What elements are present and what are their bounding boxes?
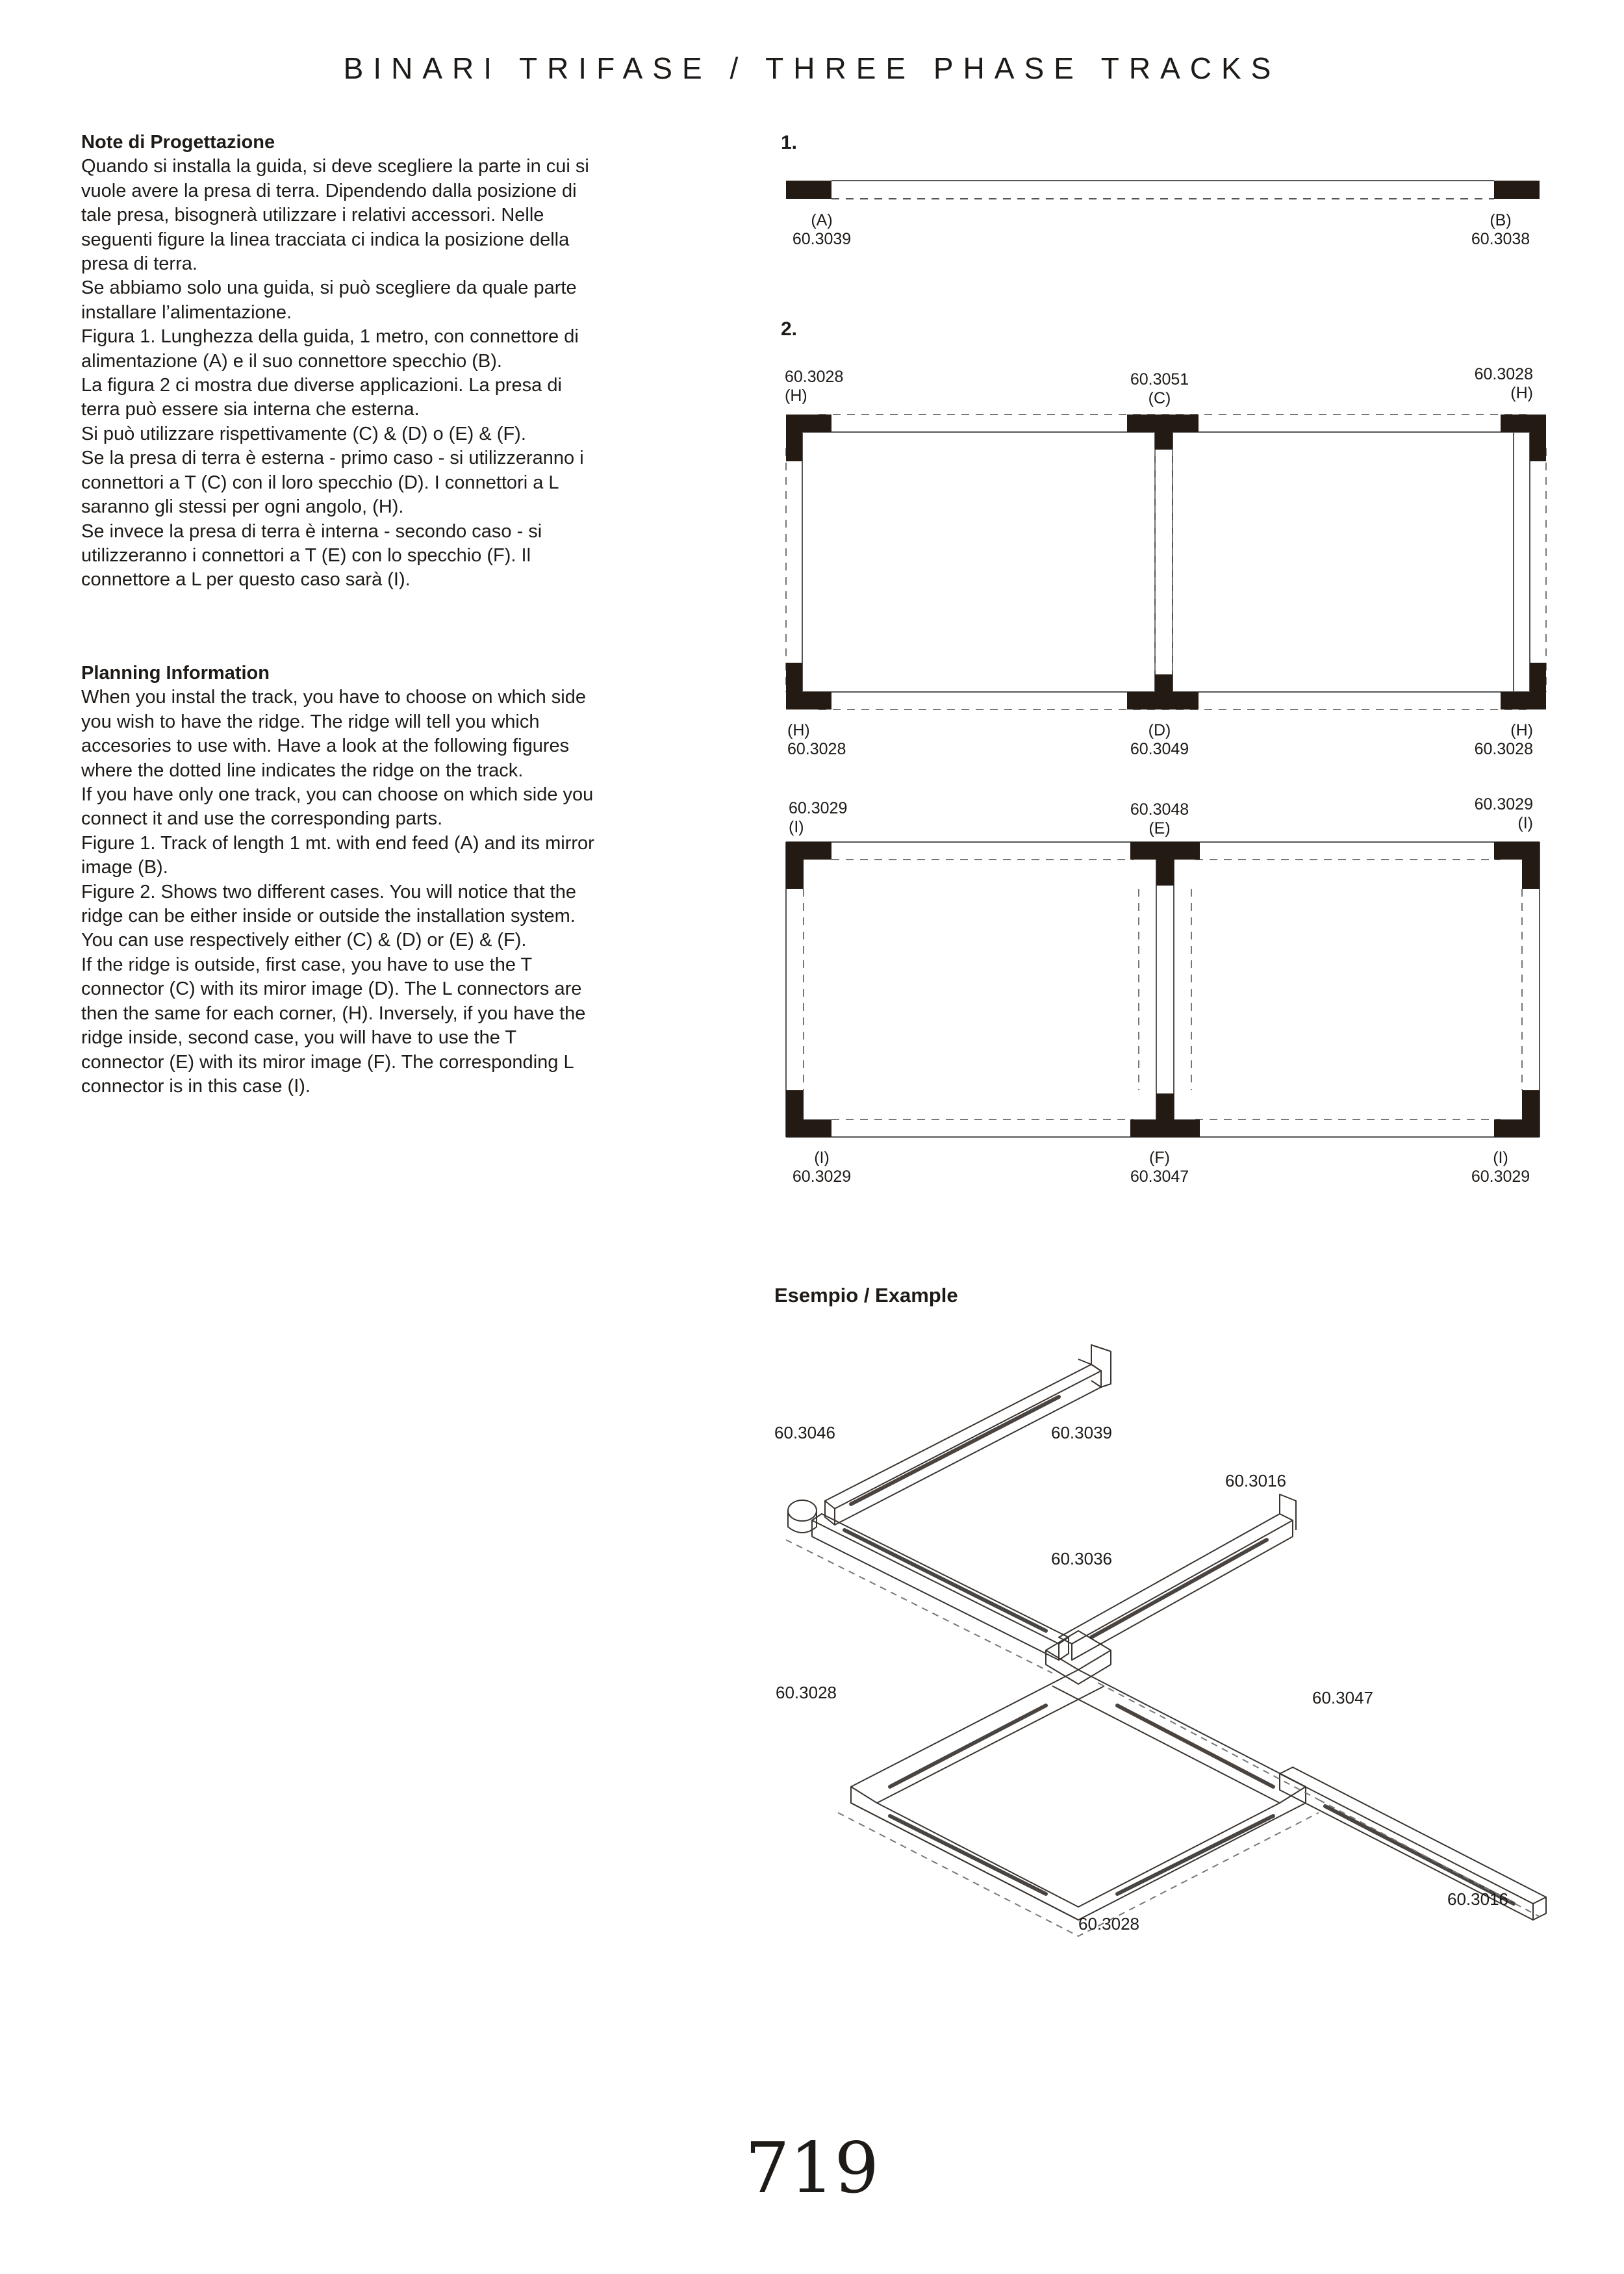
- case-2-top-right-label: 60.3029 (I): [1474, 795, 1533, 832]
- example-label-60-3028-bottom: 60.3028: [1078, 1914, 1139, 1934]
- italian-paragraph: Quando si installa la guida, si deve scegliere la parte in cui si vuole avere la presa di terra. Dipendendo dalla posizione di tale presa, bisognerà utilizzare i relativi accessori. Nelle seguenti figure la linea tracciata ci indica la posizione della presa di terra.: [81, 156, 589, 275]
- figure-2-label: 2.: [781, 318, 798, 340]
- page-number: 719: [744, 2128, 880, 2209]
- example-label-60-3039: 60.3039: [1051, 1423, 1112, 1442]
- case-2-bottom-right-label: (I) 60.3029: [1471, 1149, 1530, 1186]
- english-heading: Planning Information: [81, 663, 270, 683]
- case-1-top-right-label: 60.3028 (H): [1474, 365, 1533, 402]
- english-notes: [81, 661, 601, 1099]
- page-title: BINARI TRIFASE / THREE PHASE TRACKS: [343, 51, 1281, 85]
- italian-paragraph: Se abbiamo solo una guida, si può scegliere da quale parte installare l’alimentazione.: [81, 277, 577, 323]
- figure-1-right-label: (B) 60.3038: [1471, 211, 1530, 248]
- example-title: Esempio / Example: [774, 1284, 958, 1307]
- english-paragraph: If you have only one track, you can choose on which side you connect it and use the corresponding parts.: [81, 784, 594, 830]
- example-label-60-3016-upper: 60.3016: [1225, 1471, 1286, 1490]
- example-isometric-illustration: [773, 1332, 1553, 1917]
- case-1-bottom-right-label: (H) 60.3028: [1474, 721, 1533, 758]
- example-label-60-3047: 60.3047: [1312, 1688, 1373, 1707]
- english-paragraph: Figure 1. Track of length 1 mt. with end feed (A) and its mirror image (B).: [81, 832, 594, 878]
- english-paragraph: When you instal the track, you have to choose on which side you wish to have the ridge. The ridge will tell you which accesories to use with. Have a look at the following figures where the dotted line indicates the ridge on the track.: [81, 687, 586, 781]
- italian-notes: [81, 131, 601, 593]
- case-1-top-left-label: 60.3028 (H): [785, 368, 844, 405]
- italian-paragraph: Figura 1. Lunghezza della guida, 1 metro, con connettore di alimentazione (A) e il suo connettore specchio (B).: [81, 326, 579, 372]
- example-label-60-3016-lower: 60.3016: [1447, 1889, 1508, 1909]
- case-2-bottom-mid-label: (F) 60.3047: [1130, 1149, 1189, 1186]
- italian-paragraph: Si può utilizzare rispettivamente (C) & (D) o (E) & (F).: [81, 423, 526, 444]
- figure-2-case-2-diagram: [780, 837, 1546, 1142]
- case-1-bottom-left-label: (H) 60.3028: [787, 721, 846, 758]
- italian-paragraph: Se invece la presa di terra è interna - secondo caso - si utilizzeranno i connettori a T (E) con lo specchio (F). Il connettore a L per questo caso sarà (I).: [81, 520, 542, 591]
- italian-paragraph: La figura 2 ci mostra due diverse applicazioni. La presa di terra può essere sia interna che esterna.: [81, 375, 562, 420]
- example-label-60-3028-left: 60.3028: [776, 1683, 837, 1702]
- case-2-top-mid-label: 60.3048 (E): [1130, 800, 1189, 837]
- case-2-bottom-left-label: (I) 60.3029: [792, 1149, 852, 1186]
- figure-1-track-diagram: [780, 175, 1546, 214]
- english-paragraph: If the ridge is outside, first case, you have to use the T connector (C) with its miror image (D). The L connectors are then the same for each corner, (H). Inversely, if you have the ridge inside, second case, you will have to use the T connector (E) with its miror image (F). The corresponding L connector is in this case (I).: [81, 954, 586, 1097]
- case-2-top-left-label: 60.3029 (I): [789, 799, 848, 836]
- figure-1-left-label: (A) 60.3039: [792, 211, 852, 248]
- english-paragraph: Figure 2. Shows two different cases. You will notice that the ridge can be either inside or outside the installation system. You can use respectively either (C) & (D) or (E) & (F).: [81, 881, 576, 951]
- figure-2-case-1-diagram: [780, 409, 1546, 708]
- case-1-bottom-mid-label: (D) 60.3049: [1130, 721, 1189, 758]
- italian-heading: Note di Progettazione: [81, 132, 275, 153]
- figure-1-label: 1.: [781, 132, 798, 153]
- case-1-top-mid-label: 60.3051 (C): [1130, 370, 1189, 407]
- italian-paragraph: Se la presa di terra è esterna - primo caso - si utilizzeranno i connettori a T (C) con il loro specchio (D). I connettori a L saranno gli stessi per ogni angolo, (H).: [81, 448, 584, 518]
- example-label-60-3036: 60.3036: [1051, 1549, 1112, 1568]
- example-label-60-3046: 60.3046: [774, 1423, 835, 1442]
